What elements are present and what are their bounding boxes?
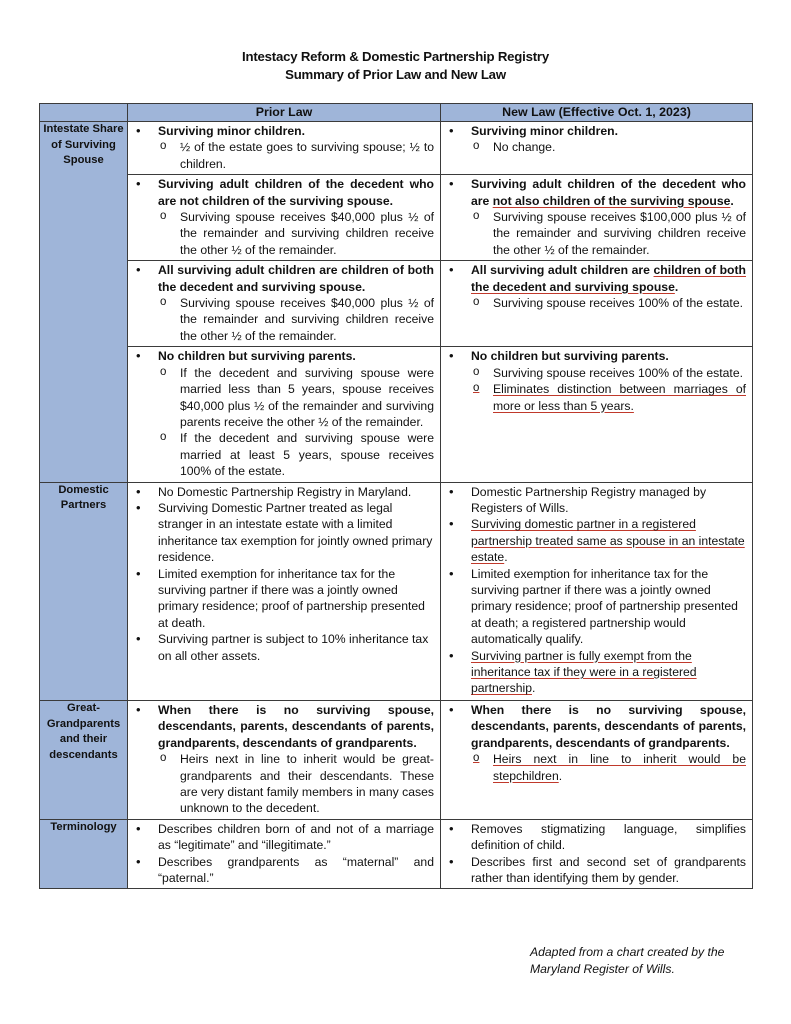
new-bullet: • Describes first and second set of grandparents rather than identifying them by gender.: [471, 854, 746, 887]
row-label-great-grandparents: Great-Grandparents and their descendants: [40, 701, 128, 820]
new-detail: o Surviving spouse receives 100% of the estate.: [493, 295, 746, 311]
new-heading: [471, 262, 746, 295]
new-cell: [441, 122, 753, 175]
table-row: [40, 819, 753, 889]
new-cell: [441, 347, 753, 482]
header-corner: [40, 104, 128, 122]
prior-detail: o If the decedent and surviving spouse were married at least 5 years, spouse receives 100% of the estate.: [180, 430, 434, 479]
prior-detail: o If the decedent and surviving spouse were married less than 5 years, spouse receives $40,000 plus ½ of the remainder and surviving parents receive the other ½ of the remainder.: [180, 365, 434, 431]
new-bullet: • Removes stigmatizing language, simplifies definition of child.: [471, 821, 746, 854]
prior-bullet: • Describes grandparents as “maternal” and “paternal.”: [158, 854, 434, 887]
prior-heading: • No children but surviving parents.: [158, 349, 356, 364]
new-detail-changed: [493, 381, 746, 414]
new-detail-changed: [493, 751, 746, 784]
new-detail: o Surviving spouse receives 100% of the estate.: [493, 365, 746, 381]
changed-text: not also children of the surviving spouse: [492, 193, 731, 208]
row-label-domestic-partners: Domestic Partners: [40, 482, 128, 700]
prior-detail: o ½ of the estate goes to surviving spouse; ½ to children.: [180, 139, 434, 172]
table-row: [40, 175, 753, 261]
new-cell: [441, 701, 753, 820]
changed-text: Eliminates distinction between marriages of more or less than 5 years.: [493, 382, 746, 413]
prior-heading: • Surviving minor children.: [158, 124, 305, 138]
table-row: [40, 347, 753, 482]
heading-text: Surviving adult children of the decedent who are: [471, 177, 746, 208]
prior-cell: [128, 261, 441, 347]
new-cell: [441, 819, 753, 889]
new-bullet: • Limited exemption for inheritance tax for the surviving partner if there was a jointly owned primary residence; proof of partnership presented at death; a registered partnership would automatically qualify.: [471, 566, 746, 648]
new-heading: • Surviving minor children.: [471, 124, 618, 138]
prior-bullet: • No Domestic Partnership Registry in Maryland.: [158, 484, 434, 500]
prior-detail: o Surviving spouse receives $40,000 plus ½ of the remainder and surviving children receive the other ½ of the remainder.: [180, 295, 434, 344]
prior-cell: [128, 701, 441, 820]
comparison-table: [39, 103, 753, 889]
period: .: [504, 550, 508, 565]
credit-line-2: Maryland Register of Wills.: [530, 962, 675, 976]
table-row: [40, 482, 753, 700]
prior-bullet: • Surviving Domestic Partner treated as legal stranger in an intestate estate with a limited inheritance tax exemption for jointly owned primary residence.: [158, 500, 434, 566]
table-row: [40, 261, 753, 347]
prior-cell: [128, 482, 441, 700]
new-heading: [471, 176, 746, 209]
prior-cell: [128, 175, 441, 261]
prior-cell: [128, 122, 441, 175]
new-heading: • When there is no surviving spouse, descendants, parents, descendants of parents, grandparents, descendants of grandparents.: [471, 703, 746, 750]
prior-cell: [128, 347, 441, 482]
table-row: [40, 122, 753, 175]
prior-bullet: • Surviving partner is subject to 10% inheritance tax on all other assets.: [158, 631, 434, 664]
prior-detail: o Heirs next in line to inherit would be great-grandparents and their descendants. These are very distant family members in many cases unknown to the decedent.: [180, 751, 434, 817]
credit-line-1: Adapted from a chart created by the: [530, 945, 725, 959]
prior-bullet: • Describes children born of and not of a marriage as “legitimate” and “illegitimate.”: [158, 821, 434, 854]
source-credit: [530, 944, 724, 978]
new-bullet: • Domestic Partnership Registry managed by Registers of Wills.: [471, 484, 746, 517]
prior-detail: o Surviving spouse receives $40,000 plus ½ of the remainder and surviving children receive the other ½ of the remainder.: [180, 209, 434, 258]
new-bullet-changed: [471, 648, 746, 697]
prior-cell: [128, 819, 441, 889]
table-header-row: [40, 104, 753, 122]
prior-heading: • Surviving adult children of the decedent who are not children of the surviving spouse.: [158, 177, 434, 208]
prior-heading: • All surviving adult children are children of both the decedent and surviving spouse.: [158, 263, 434, 294]
new-detail: o Surviving spouse receives $100,000 plus ½ of the remainder and surviving children receive the other ½ of the remainder.: [493, 209, 746, 258]
period: .: [558, 768, 563, 783]
prior-heading: • When there is no surviving spouse, descendants, parents, descendants of parents, grandparents, descendants of grandparents.: [158, 703, 434, 750]
heading-text: All surviving adult children are: [471, 263, 654, 278]
table-row: [40, 701, 753, 820]
changed-text: Surviving domestic partner in a registered partnership treated same as spouse in an intestate estate: [471, 517, 745, 565]
title-line-1: Intestacy Reform & Domestic Partnership Registry: [242, 49, 549, 64]
prior-bullet: • Limited exemption for inheritance tax for the surviving partner if there was a jointly owned primary residence; proof of partnership presented at death.: [158, 566, 434, 632]
new-cell: [441, 482, 753, 700]
new-heading: • No children but surviving parents.: [471, 349, 669, 364]
title-line-2: Summary of Prior Law and New Law: [285, 67, 506, 82]
new-cell: [441, 175, 753, 261]
changed-text: children of both the decedent and surviving spouse: [471, 263, 746, 294]
row-label-terminology: Terminology: [40, 819, 128, 889]
header-prior-law: Prior Law: [128, 104, 441, 122]
changed-text: Surviving partner is fully exempt from the inheritance tax if they were in a registered partnership: [471, 648, 697, 696]
document-title: [0, 48, 791, 84]
header-new-law: New Law (Effective Oct. 1, 2023): [441, 104, 753, 122]
period: .: [531, 681, 536, 696]
changed-text: Heirs next in line to inherit would be stepchildren: [493, 752, 746, 783]
new-bullet-changed: [471, 516, 746, 565]
new-detail: o No change.: [493, 139, 746, 155]
row-label-intestate-share: Intestate Share of Surviving Spouse: [40, 122, 128, 483]
heading-end: .: [730, 193, 734, 208]
heading-end: .: [674, 279, 679, 294]
new-cell: [441, 261, 753, 347]
